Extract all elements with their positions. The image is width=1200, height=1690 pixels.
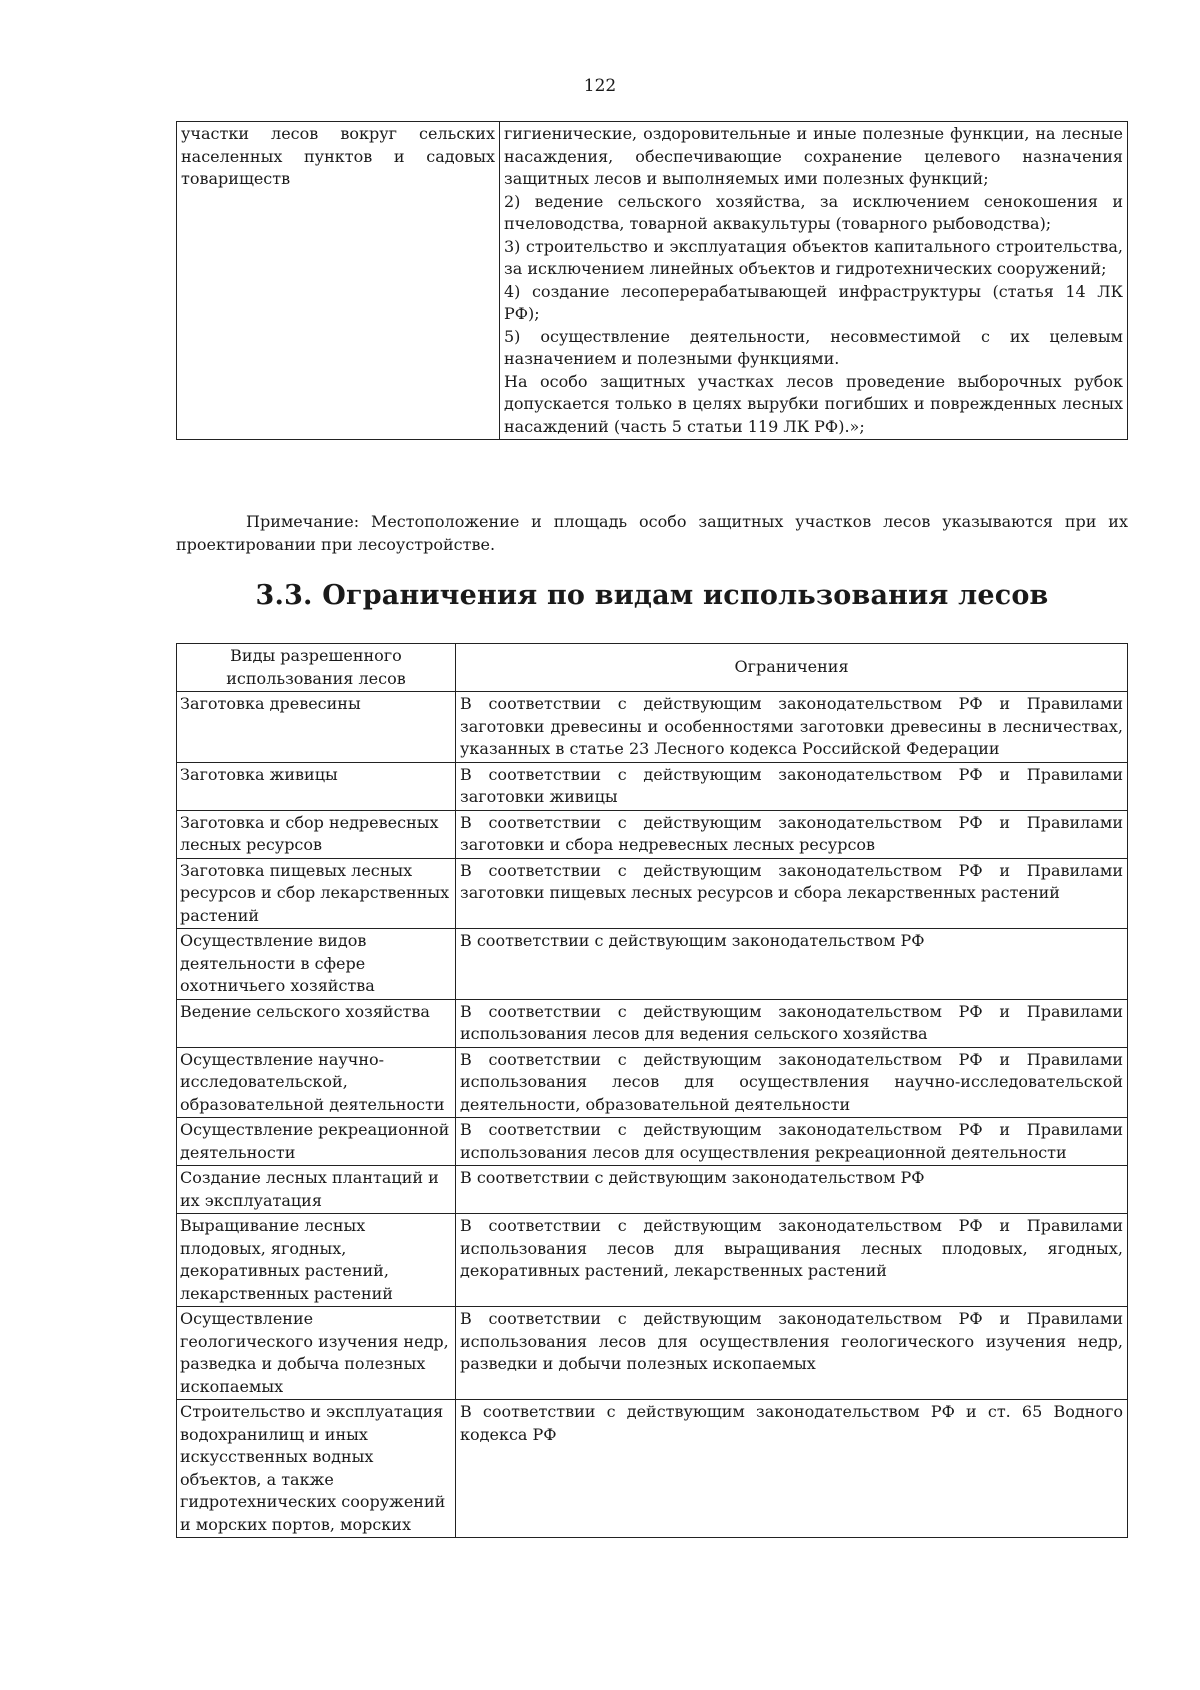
restriction-cell: В соответствии с действующим законодательством РФ и Правилами использования лесов для осуществления научно-исследовательской деятельности, образовательной деятельности xyxy=(456,1047,1128,1118)
table-row xyxy=(177,929,1128,1000)
use-cell: Заготовка живицы xyxy=(177,762,456,810)
top-left-cell: участки лесов вокруг сельских населенных пунктов и садовых товариществ xyxy=(177,122,500,440)
use-cell: Заготовка древесины xyxy=(177,692,456,763)
use-cell: Создание лесных плантаций и их эксплуатация xyxy=(177,1166,456,1214)
use-cell: Заготовка и сбор недревесных лесных ресурсов xyxy=(177,810,456,858)
table-header-row xyxy=(177,644,1128,692)
table-row xyxy=(177,122,1128,440)
page-number: 122 xyxy=(583,76,617,96)
table-row xyxy=(177,1400,1128,1538)
note: Примечание: Местоположение и площадь особо защитных участков лесов указываются при их проектировании при лесоустройстве. xyxy=(176,512,1128,554)
restriction-cell: В соответствии с действующим законодательством РФ и Правилами использования лесов для ведения сельского хозяйства xyxy=(456,999,1128,1047)
restriction-cell: В соответствии с действующим законодательством РФ и Правилами заготовки древесины и особенностями заготовки древесины в лесничествах, указанных в статье 23 Лесного кодекса Российской Федерации xyxy=(456,692,1128,763)
use-cell: Выращивание лесных плодовых, ягодных, декоративных растений, лекарственных растений xyxy=(177,1214,456,1307)
restriction-cell: В соответствии с действующим законодательством РФ и Правилами использования лесов для осуществления рекреационной деятельности xyxy=(456,1118,1128,1166)
use-cell: Осуществление научно-исследовательской, образовательной деятельности xyxy=(177,1047,456,1118)
section-heading: 3.3. Ограничения по видам использования лесов xyxy=(255,580,1049,611)
top-right-cell xyxy=(500,122,1128,440)
paragraph: гигиенические, оздоровительные и иные полезные функции, на лесные насаждения, обеспечивающие сохранение целевого назначения защитных лесов и выполняемых ими полезных функций; xyxy=(504,124,1123,188)
restriction-cell: В соответствии с действующим законодательством РФ xyxy=(456,929,1128,1000)
restriction-cell: В соответствии с действующим законодательством РФ и Правилами заготовки живицы xyxy=(456,762,1128,810)
table-row xyxy=(177,810,1128,858)
use-cell: Осуществление геологического изучения недр, разведка и добыча полезных ископаемых xyxy=(177,1307,456,1400)
paragraph: 2) ведение сельского хозяйства, за исключением сенокошения и пчеловодства, товарной аквакультуры (товарного рыбоводства); xyxy=(504,191,1123,233)
use-cell: Осуществление видов деятельности в сфере охотничьего хозяйства xyxy=(177,929,456,1000)
table-row xyxy=(177,1166,1128,1214)
table-row xyxy=(177,999,1128,1047)
restriction-cell: В соответствии с действующим законодательством РФ и ст. 65 Водного кодекса РФ xyxy=(456,1400,1128,1538)
table-row xyxy=(177,762,1128,810)
table-row xyxy=(177,692,1128,763)
table-row xyxy=(177,1047,1128,1118)
paragraph: На особо защитных участках лесов проведение выборочных рубок допускается только в целях вырубки погибших и поврежденных лесных насаждений (часть 5 статьи 119 ЛК РФ).»; xyxy=(504,371,1123,436)
restriction-cell: В соответствии с действующим законодательством РФ xyxy=(456,1166,1128,1214)
restriction-cell: В соответствии с действующим законодательством РФ и Правилами использования лесов для выращивания лесных плодовых, ягодных, декоративных растений, лекарственных растений xyxy=(456,1214,1128,1307)
table-row xyxy=(177,1214,1128,1307)
restriction-cell: В соответствии с действующим законодательством РФ и Правилами заготовки пищевых лесных ресурсов и сбора лекарственных растений xyxy=(456,858,1128,929)
column-header-use: Виды разрешенного использования лесов xyxy=(177,644,456,692)
paragraph: 3) строительство и эксплуатация объектов капитального строительства, за исключением линейных объектов и гидротехнических сооружений; xyxy=(504,236,1123,278)
use-cell: Строительство и эксплуатация водохранилищ и иных искусственных водных объектов, а также гидротехнических сооружений и морских портов, морских xyxy=(177,1400,456,1538)
paragraph: 4) создание лесоперерабатывающей инфраструктуры (статья 14 ЛК РФ); xyxy=(504,281,1123,323)
use-cell: Ведение сельского хозяйства xyxy=(177,999,456,1047)
top-table xyxy=(176,121,1128,440)
column-header-restriction: Ограничения xyxy=(456,644,1128,692)
table-row xyxy=(177,1118,1128,1166)
use-cell: Заготовка пищевых лесных ресурсов и сбор лекарственных растений xyxy=(177,858,456,929)
restriction-cell: В соответствии с действующим законодательством РФ и Правилами заготовки и сбора недревесных лесных ресурсов xyxy=(456,810,1128,858)
table-row xyxy=(177,858,1128,929)
use-cell: Осуществление рекреационной деятельности xyxy=(177,1118,456,1166)
restrictions-table xyxy=(176,643,1128,1538)
restriction-cell: В соответствии с действующим законодательством РФ и Правилами использования лесов для осуществления геологического изучения недр, разведки и добычи полезных ископаемых xyxy=(456,1307,1128,1400)
table-row xyxy=(177,1307,1128,1400)
paragraph: 5) осуществление деятельности, несовместимой с их целевым назначением и полезными функциями. xyxy=(504,326,1123,368)
